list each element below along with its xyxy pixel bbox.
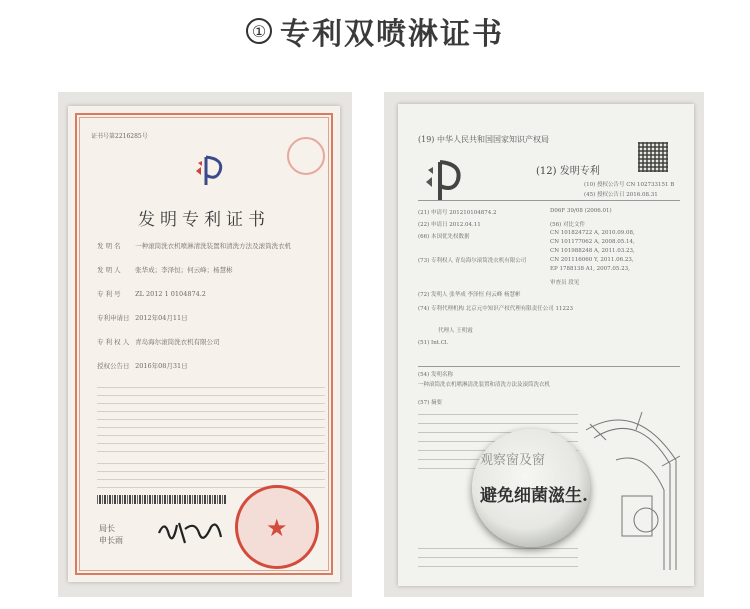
citation-row: CN 201116060 Y, 2011.06.23, xyxy=(550,257,634,263)
biblio-row: (22) 申请日 2012.04.11 xyxy=(418,222,481,228)
citation-row: CN 101177062 A, 2008.05.14, xyxy=(550,239,635,245)
certificate-row xyxy=(97,289,206,298)
patent-drawing xyxy=(576,400,686,580)
row-value: 张华成；李泽恒；何云峰；杨慧彬 xyxy=(135,266,233,274)
official-red-seal xyxy=(235,485,319,569)
row-value: 2012年04月11日 xyxy=(135,314,188,322)
patent-office-emblem-icon xyxy=(418,156,468,206)
biblio-row: (73) 专利权人 青岛海尔滚筒洗衣机有限公司 xyxy=(418,258,527,264)
page-heading xyxy=(0,0,750,62)
abstract-text xyxy=(418,544,578,574)
row-value: 一种滚筒洗衣机喷淋清洗装置和清洗方法及滚筒洗衣机 xyxy=(135,242,292,250)
patent-office-emblem-icon xyxy=(190,153,230,189)
row-label: 专 利 号 xyxy=(97,290,121,298)
patent-document xyxy=(398,104,694,586)
publication-number: (10) 授权公告号 CN 102733151 B xyxy=(584,182,675,188)
document-title: (12) 发明专利 xyxy=(536,166,600,177)
row-value: 2016年08月31日 xyxy=(135,362,188,370)
row-label: 专 利 权 人 xyxy=(97,338,130,346)
biblio-row: 代理人 王明霞 xyxy=(438,328,473,334)
top-seal xyxy=(287,137,325,175)
biblio-row: (66) 本国优先权数据 xyxy=(418,234,470,240)
biblio-row: (51) Int.Cl. xyxy=(418,340,449,346)
patent-certificate xyxy=(68,106,340,582)
certificate-panel xyxy=(58,92,352,597)
signer-name: 申长雨 xyxy=(99,536,123,545)
biblio-row: (54) 发明名称 xyxy=(418,372,454,378)
citation-row: EP 1788138 A1, 2007.05.23, xyxy=(550,266,630,272)
biblio-row: 一种滚筒洗衣机喷淋清洗装置和清洗方法及滚筒洗衣机 xyxy=(418,382,551,388)
biblio-row: (72) 发明人 张华成 李泽恒 何云峰 杨慧彬 xyxy=(418,292,521,298)
certificate-title: 发明专利证书 xyxy=(138,210,270,230)
certificate-body-text xyxy=(97,383,325,453)
examiner-row: 审查员 段见 xyxy=(550,280,580,286)
row-value: ZL 2012 1 0104874.2 xyxy=(135,290,206,298)
row-value: 青岛海尔滚筒洗衣机有限公司 xyxy=(135,338,220,346)
qr-code xyxy=(638,142,668,172)
magnified-text-large: 避免细菌滋生. xyxy=(480,486,588,506)
certificate-row xyxy=(97,265,233,274)
certificate-row xyxy=(97,241,291,250)
certificate-row xyxy=(97,313,188,322)
row-label: 发 明 人 xyxy=(97,266,121,274)
row-label: 授权公告日 xyxy=(97,362,130,370)
signature-image xyxy=(155,515,225,549)
row-label: 发 明 名 xyxy=(97,242,121,250)
citation-row: (56) 对比文件 xyxy=(550,222,586,228)
magnified-text-small: 观察窗及窗 xyxy=(480,453,546,468)
seal-star-icon: ★ xyxy=(266,514,288,542)
heading-title: 专利双喷淋证书 xyxy=(280,17,504,52)
document-header: (19) 中华人民共和国国家知识产权局 xyxy=(418,135,549,144)
signer-block xyxy=(99,523,123,547)
certificate-row xyxy=(97,361,188,370)
divider xyxy=(418,200,680,201)
publication-date: (45) 授权公告日 2016.08.31 xyxy=(584,192,658,198)
biblio-row: (21) 申请号 201210104874.2 xyxy=(418,210,497,216)
certificate-body-text xyxy=(97,459,325,489)
certificate-row xyxy=(97,337,220,346)
citation-row: CN 101988248 A, 2011.03.23, xyxy=(550,248,635,254)
classification-row: D06F 39/08 (2006.01) xyxy=(550,208,612,214)
patent-document-panel xyxy=(384,92,704,597)
biblio-row: (57) 摘要 xyxy=(418,400,443,406)
magnifier-lens xyxy=(472,429,590,547)
number-badge: ① xyxy=(246,18,272,44)
divider xyxy=(418,366,680,367)
row-label: 专利申请日 xyxy=(97,314,130,322)
biblio-row: (74) 专利代理机构 北京元中知识产权代理有限责任公司 11223 xyxy=(418,306,574,312)
barcode xyxy=(97,495,227,504)
citation-row: CN 101824722 A, 2010.09.08, xyxy=(550,230,635,236)
certificate-number: 证书号第2216285号 xyxy=(91,133,148,140)
signer-title: 局长 xyxy=(99,524,115,533)
